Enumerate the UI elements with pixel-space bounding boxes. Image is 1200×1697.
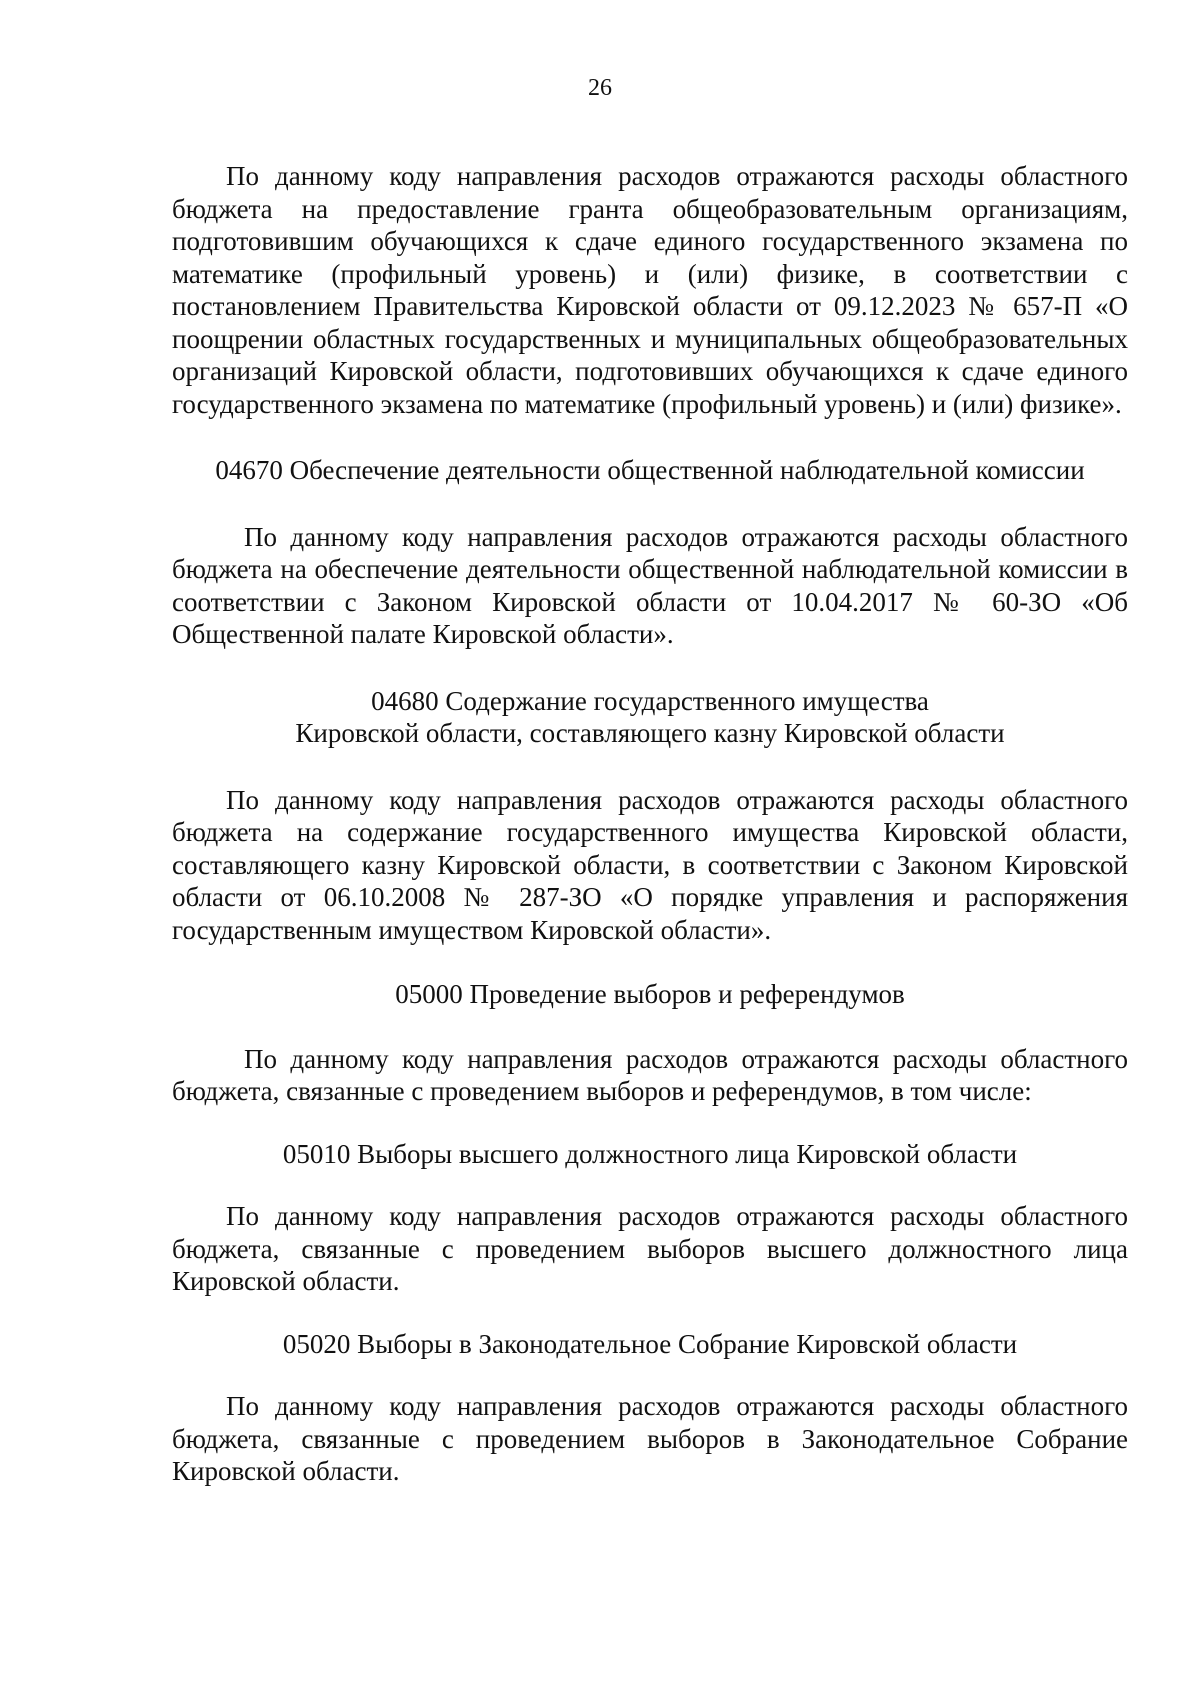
paragraph-05010: По данному коду направления расходов отражаются расходы областного бюджета, связанные с проведением выборов высшего должностного лица Кировской области. — [172, 1201, 1128, 1296]
paragraph-05020: По данному коду направления расходов отражаются расходы областного бюджета, связанные с проведением выборов в Законодательное Собрание Кировской области. — [172, 1391, 1128, 1486]
document-body — [172, 160, 1128, 1488]
heading-04670: 04670 Обеспечение деятельности общественной наблюдательной комиссии — [215, 455, 1085, 485]
paragraph-04670: По данному коду направления расходов отражаются расходы областного бюджета на обеспечение деятельности общественной наблюдательной комиссии в соответствии с Законом Кировской области от 10.04.2017 № 60-ЗО «Об Общественной палате Кировской области». — [172, 521, 1128, 649]
heading-05000: 05000 Проведение выборов и референдумов — [395, 979, 905, 1009]
paragraph-grant-education: По данному коду направления расходов отражаются расходы областного бюджета на предоставление гранта общеобразовательным организациям, подготовившим обучающихся к сдаче единого государственного экзамена по математике (профильный уровень) и (или) физике, в соответствии с постановлением Правительства Кировской области от 09.12.2023 № 657-П «О поощрении областных государственных и муниципальных общеобразовательных организаций Кировской области, подготовивших обучающихся к сдаче единого государственного экзамена по математике (профильный уровень) и (или) физике». — [172, 161, 1128, 419]
paragraph-04680: По данному коду направления расходов отражаются расходы областного бюджета на содержание государственного имущества Кировской области, составляющего казну Кировской области, в соответствии с Законом Кировской области от 06.10.2008 № 287-ЗО «О порядке управления и распоряжения государственным имуществом Кировской области». — [172, 784, 1128, 945]
heading-04680-line-2: Кировской области, составляющего казну Кировской области — [295, 718, 1005, 748]
heading-04680-line-1: 04680 Содержание государственного имущества — [371, 685, 929, 716]
heading-05010: 05010 Выборы высшего должностного лица Кировской области — [282, 1138, 1018, 1169]
heading-05020: 05020 Выборы в Законодательное Собрание Кировской области — [282, 1328, 1018, 1359]
heading-04680 — [172, 685, 1128, 750]
paragraph-05000: По данному коду направления расходов отражаются расходы областного бюджета, связанные с проведением выборов и референдумов, в том числе: — [172, 1043, 1128, 1106]
page-number: 26 — [588, 75, 612, 101]
